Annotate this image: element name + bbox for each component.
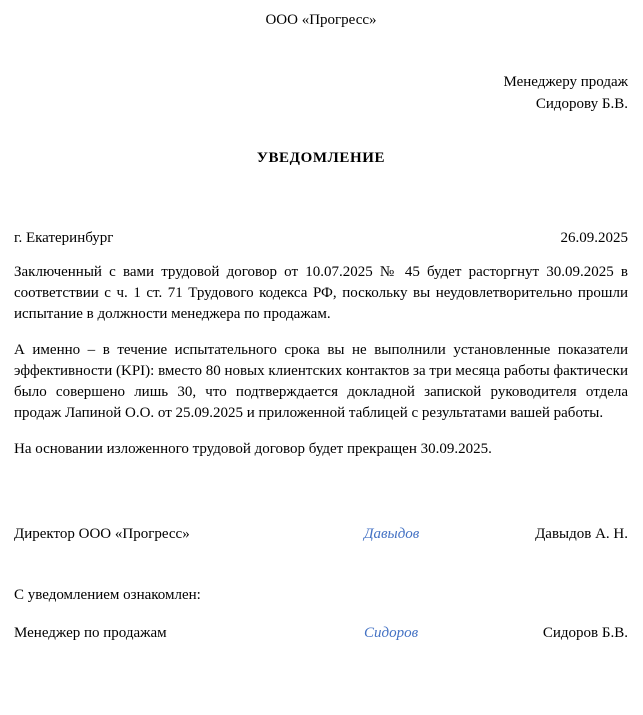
employee-name: Сидоров Б.В.: [542, 625, 628, 641]
document-content: [14, 0, 628, 644]
employee-signature-mark: Сидоров: [364, 625, 419, 641]
acknowledgement-intro: С уведомлением ознакомлен:: [14, 587, 201, 603]
body-paragraph-2: А именно – в течение испытательного срока вы не выполнили установленные показатели эффективности (KPI): вместо 80 новых клиентских контактов за три месяца работы фактически было совершено лишь 30, что подтверждается докладной запиской руководителя отдела продаж Лапиной О.О. от 25.09.2025 и приложенной таблицей с результатами вашей работы.: [14, 342, 628, 421]
director-name: Давыдов А. Н.: [535, 526, 628, 542]
addressee-name: Сидорову Б.В.: [535, 96, 628, 112]
director-signature-mark: Давыдов: [364, 526, 420, 542]
city-date-row: [14, 228, 628, 248]
addressee-block: [14, 71, 628, 115]
organization-name: ООО «Прогресс»: [265, 12, 377, 28]
document-date: 26.09.2025: [560, 230, 628, 246]
body-paragraph-1: Заключенный с вами трудовой договор от 10.07.2025 № 45 будет расторгнут 30.09.2025 в соответствии с ч. 1 ст. 71 Трудового кодекса РФ, поскольку вы неудовлетворительно прошли испытание в должности менеджера по продажам.: [14, 264, 628, 322]
director-role: Директор ООО «Прогресс»: [14, 526, 190, 542]
city-label: г. Екатеринбург: [14, 230, 114, 246]
body-paragraph-3: На основании изложенного трудовой договор будет прекращен 30.09.2025.: [14, 441, 492, 457]
employee-signature-row: [14, 623, 628, 644]
employee-role: Менеджер по продажам: [14, 625, 167, 641]
director-signature-row: [14, 524, 628, 545]
signature-block: [14, 524, 628, 644]
addressee-position: Менеджеру продаж: [503, 74, 628, 90]
document-title: УВЕДОМЛЕНИЕ: [256, 150, 386, 166]
